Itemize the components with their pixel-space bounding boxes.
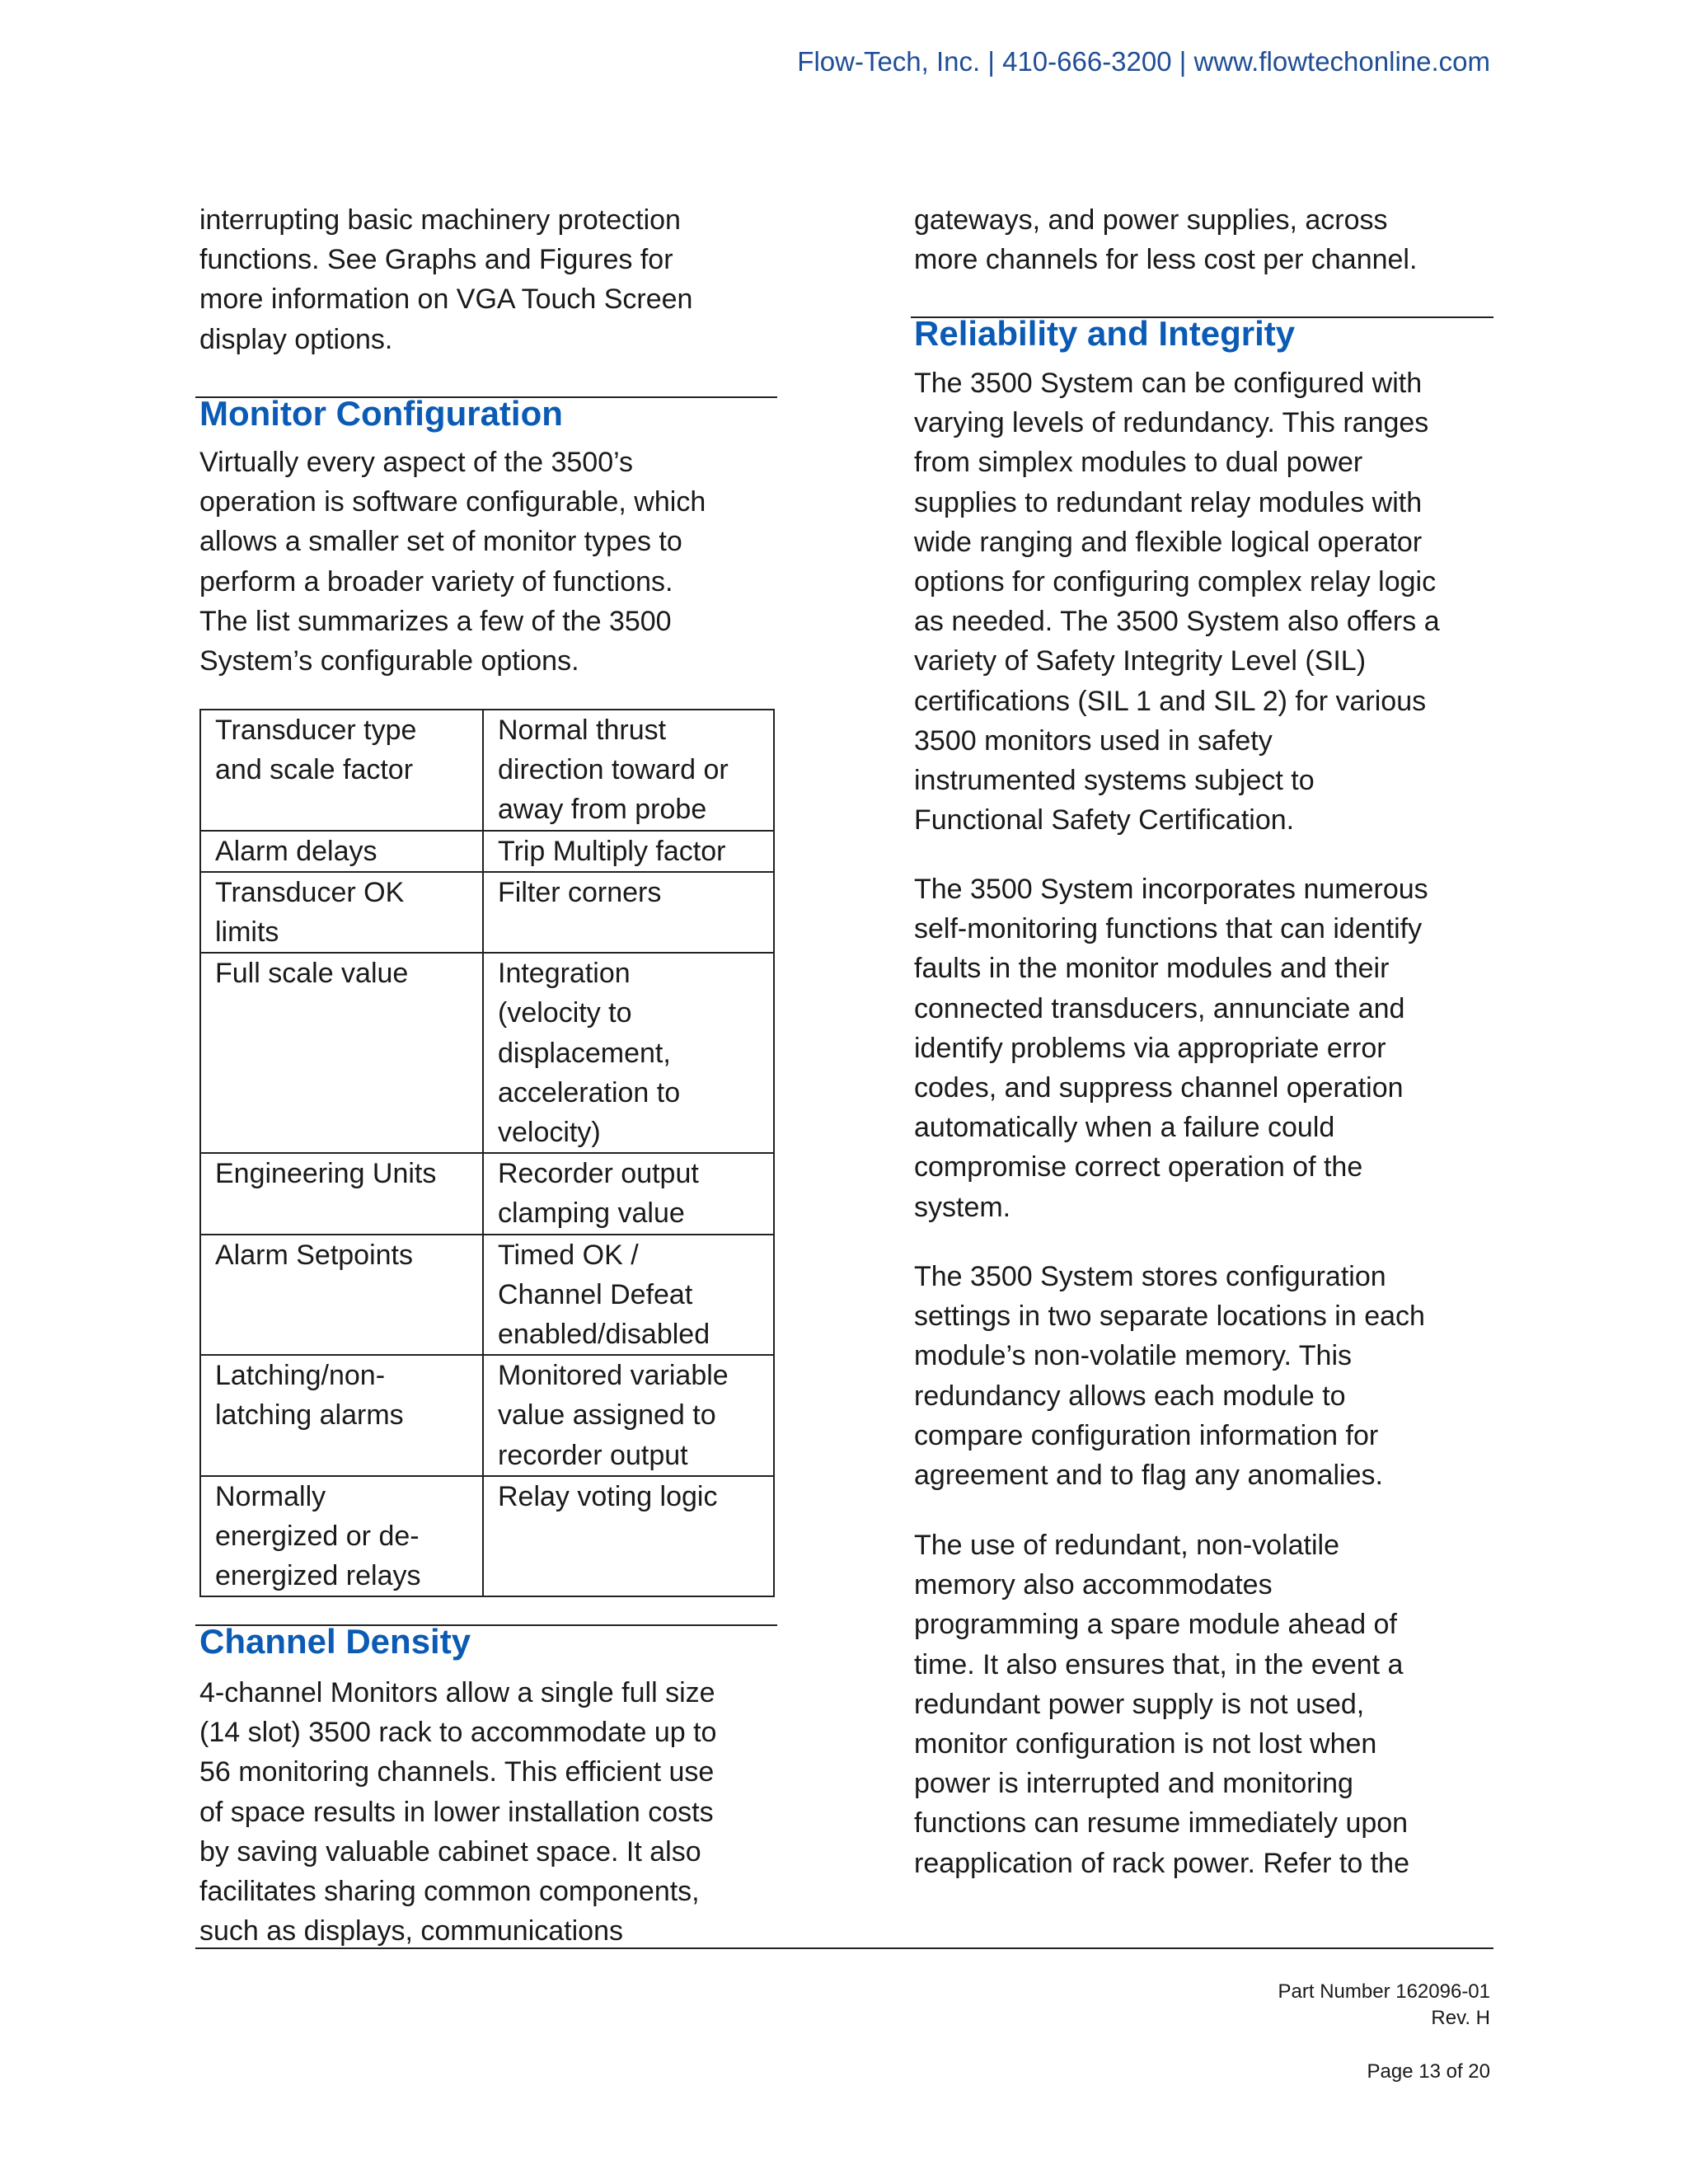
company-header: Flow-Tech, Inc. | 410-666-3200 | www.flowtechonline.com bbox=[797, 46, 1490, 77]
revision: Rev. H bbox=[1431, 2007, 1490, 2029]
reliability-heading: Reliability and Integrity bbox=[914, 314, 1296, 353]
table-cell: Normal thrust direction toward or away from probe bbox=[483, 710, 774, 831]
table-cell: Filter corners bbox=[483, 872, 774, 953]
table-cell: Relay voting logic bbox=[483, 1476, 774, 1597]
reliability-paragraph-2: The 3500 System incorporates numerous self-monitoring functions that can identify faults in the monitor modules and their connected transducers, annunciate and identify problems via appropriate error codes, and suppress channel operation automatically when a failure could compromise correct operation of the system. bbox=[914, 874, 1428, 1223]
table-row bbox=[200, 1355, 774, 1476]
channel-density-text: 4-channel Monitors allow a single full size (14 slot) 3500 rack to accommodate up to 56 monitoring channels. This efficient use of space results in lower installation costs by saving valuable cabinet space. It also facilitates sharing common components, such as displays, communications bbox=[199, 1677, 717, 1947]
part-number: Part Number 162096-01 bbox=[1278, 1980, 1490, 2003]
table-cell: Integration (velocity to displacement, acceleration to velocity) bbox=[483, 953, 774, 1153]
table-cell: Timed OK / Channel Defeat enabled/disabled bbox=[483, 1235, 774, 1356]
table-cell: Trip Multiply factor bbox=[483, 831, 774, 872]
reliability-paragraph-3: The 3500 System stores configuration settings in two separate locations in each module’s non-volatile memory. This redundancy allows each module to compare configuration information for agreement and to flag any anomalies. bbox=[914, 1261, 1425, 1492]
table-cell: Engineering Units bbox=[200, 1153, 483, 1234]
table-cell: Alarm Setpoints bbox=[200, 1235, 483, 1356]
table-cell: Monitored variable value assigned to recorder output bbox=[483, 1355, 774, 1476]
monitor-configuration-text: Virtually every aspect of the 3500’s operation is software configurable, which allows a smaller set of monitor types to perform a broader variety of functions. The list summarizes a few of the 3500 System’s configurable options. bbox=[199, 447, 706, 677]
table-row bbox=[200, 831, 774, 872]
table-cell: Alarm delays bbox=[200, 831, 483, 872]
table-cell: Latching/non- latching alarms bbox=[200, 1355, 483, 1476]
configurable-options-table bbox=[199, 709, 775, 1597]
table-row bbox=[200, 872, 774, 953]
table-row bbox=[200, 1476, 774, 1597]
table-row bbox=[200, 710, 774, 831]
table-cell: Normally energized or de- energized relays bbox=[200, 1476, 483, 1597]
table-cell: Transducer type and scale factor bbox=[200, 710, 483, 831]
table-cell: Recorder output clamping value bbox=[483, 1153, 774, 1234]
monitor-configuration-heading: Monitor Configuration bbox=[199, 394, 563, 433]
table-row bbox=[200, 1235, 774, 1356]
table-row bbox=[200, 1153, 774, 1234]
reliability-paragraph-1: The 3500 System can be configured with varying levels of redundancy. This ranges from simplex modules to dual power supplies to redundant relay modules with wide ranging and flexible logical operator options for configuring complex relay logic as needed. The 3500 System also offers a variety of Safety Integrity Level (SIL) certifications (SIL 1 and SIL 2) for various 3500 monitors used in safety instrumented systems subject to Functional Safety Certification. bbox=[914, 368, 1440, 837]
channel-density-heading: Channel Density bbox=[199, 1622, 471, 1661]
table-cell: Transducer OK limits bbox=[200, 872, 483, 953]
footer-divider bbox=[195, 1947, 1493, 1949]
reliability-paragraph-4: The use of redundant, non-volatile memory also accommodates programming a spare module ahead of time. It also ensures that, in the event a redundant power supply is not used, monitor configuration is not lost when power is interrupted and monitoring functions can resume immediately upon reapplication of rack power. Refer to the bbox=[914, 1530, 1409, 1879]
intro-paragraph: interrupting basic machinery protection functions. See Graphs and Figures for more information on VGA Touch Screen display options. bbox=[199, 204, 693, 355]
right-intro-paragraph: gateways, and power supplies, across more channels for less cost per channel. bbox=[914, 204, 1418, 276]
page-number: Page 13 of 20 bbox=[1367, 2060, 1490, 2083]
table-row bbox=[200, 953, 774, 1153]
table-cell: Full scale value bbox=[200, 953, 483, 1153]
